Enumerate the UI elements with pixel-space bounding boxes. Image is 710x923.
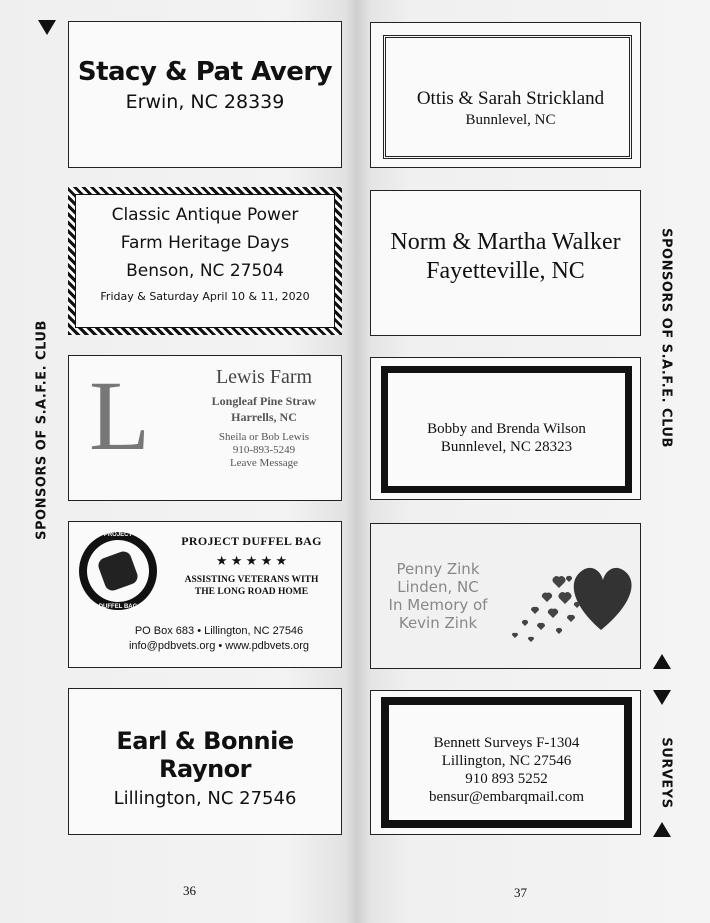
zink-line2: Linden, NC (397, 578, 479, 596)
walker-city: Fayetteville, NC (426, 258, 585, 284)
lewis-line3: Sheila or Bob Lewis (218, 431, 310, 443)
triangle-up-icon (653, 822, 671, 837)
duffel-stars: ★ ★ ★ ★ ★ (215, 553, 288, 568)
lewis-big-letter: L (89, 360, 151, 471)
bennett-line3: 910 893 5252 (465, 771, 548, 787)
lewis-title: Lewis Farm (215, 366, 313, 388)
page-number-left: 36 (183, 883, 196, 898)
duffel-logo (79, 532, 157, 610)
ad-strickland (370, 22, 641, 168)
ad-project-duffel-bag (68, 521, 342, 668)
lewis-line4: 910-893-5249 (232, 444, 296, 456)
wilson-name: Bobby and Brenda Wilson (427, 421, 586, 437)
duffel-address: PO Box 683 • Lillington, NC 27546 (134, 625, 304, 637)
surveys-label: SURVEYS (658, 737, 674, 809)
ad-raynor (68, 688, 342, 835)
ad-avery (68, 21, 342, 168)
raynor-name: Earl & Bonnie Raynor (116, 727, 294, 783)
classic-line4: Friday & Saturday April 10 & 11, 2020 (100, 290, 310, 303)
triangle-up-icon (653, 654, 671, 669)
ad-zink (370, 523, 641, 669)
walker-name: Norm & Martha Walker (390, 229, 621, 255)
ad-lewis-farm (68, 355, 342, 501)
duffel-logo-bottom-text: DUFFEL BAG (98, 604, 138, 610)
left-side-label: SPONSORS OF S.A.F.E. CLUB (34, 320, 50, 540)
duffel-bag-icon (96, 549, 140, 593)
bennett-line4: bensur@embarqmail.com (428, 789, 585, 805)
classic-line3: Benson, NC 27504 (126, 261, 284, 281)
wilson-city: Bunnlevel, NC 28323 (440, 439, 573, 455)
strickland-name: Ottis & Sarah Strickland (416, 88, 605, 109)
avery-name: Stacy & Pat Avery (77, 57, 333, 87)
ad-classic-antique-power (68, 187, 342, 335)
ad-wilson (370, 357, 641, 500)
zink-line1: Penny Zink (396, 560, 480, 578)
lewis-line5: Leave Message (229, 457, 299, 469)
triangle-down-icon (653, 690, 671, 705)
avery-city: Erwin, NC 28339 (125, 91, 285, 113)
strickland-city: Bunnlevel, NC (465, 112, 556, 128)
zink-line3: In Memory of (388, 596, 488, 614)
ad-bennett-surveys (370, 690, 641, 835)
triangle-down-icon (38, 20, 56, 35)
page-number-right: 37 (514, 885, 527, 900)
duffel-contact: info@pdbvets.org • www.pdbvets.org (128, 640, 310, 652)
lewis-line2: Harrells, NC (231, 410, 297, 424)
duffel-tagline2: THE LONG ROAD HOME (194, 587, 309, 597)
zink-line4: Kevin Zink (398, 614, 478, 632)
duffel-tagline1: ASSISTING VETERANS WITH (184, 575, 319, 585)
duffel-title: PROJECT DUFFEL BAG (181, 534, 322, 548)
classic-line2: Farm Heritage Days (120, 233, 290, 253)
duffel-logo-top-text: PROJECT (103, 532, 133, 538)
hearts-icon (501, 542, 639, 657)
raynor-city: Lillington, NC 27546 (113, 788, 297, 809)
bennett-line1: Bennett Surveys F-1304 (433, 735, 580, 751)
right-page (356, 0, 710, 923)
ad-walker (370, 190, 641, 336)
lewis-line1: Longleaf Pine Straw (211, 394, 317, 408)
right-side-label: SPONSORS OF S.A.F.E. CLUB (658, 228, 674, 448)
bennett-line2: Lillington, NC 27546 (441, 753, 572, 769)
classic-line1: Classic Antique Power (111, 205, 299, 225)
